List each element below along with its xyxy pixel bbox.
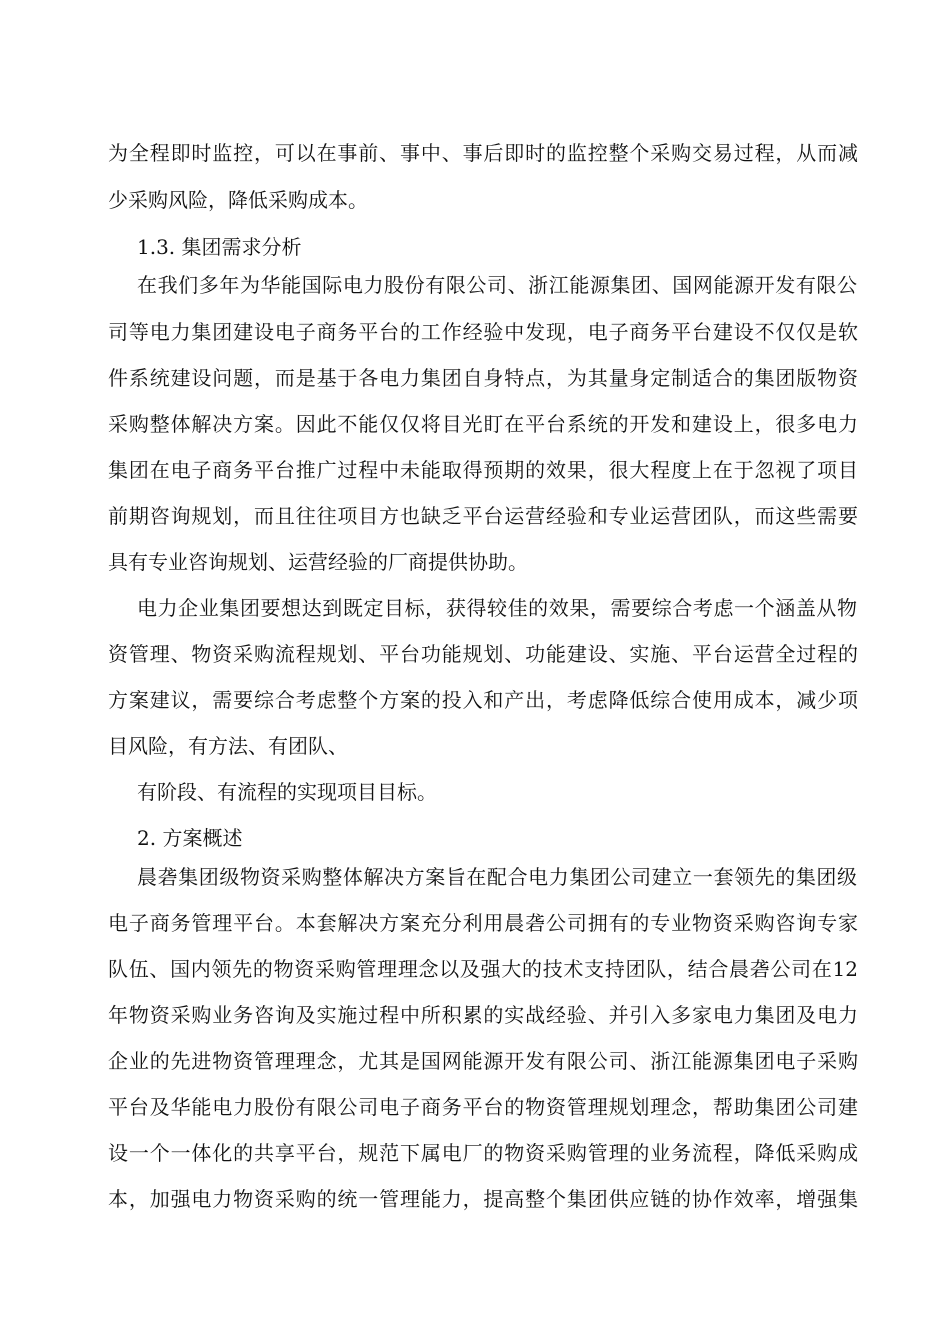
section-heading: 2. 方案概述 [137,826,243,850]
paragraph-line: 资管理、物资采购流程规划、平台功能规划、功能建设、实施、平台运营全过程的 [108,642,858,666]
paragraph-line: 目风险，有方法、有团队、 [108,734,348,758]
paragraph-line: 集团在电子商务平台推广过程中未能取得预期的效果，很大程度上在于忽视了项目 [108,458,858,482]
paragraph-line: 在我们多年为华能国际电力股份有限公司、浙江能源集团、国网能源开发有限公 [137,273,857,297]
paragraph-line: 件系统建设问题，而是基于各电力集团自身特点，为其量身定制适合的集团版物资 [108,366,858,390]
paragraph-line: 设一个一体化的共享平台，规范下属电厂的物资采购管理的业务流程，降低采购成 [108,1141,858,1165]
paragraph-line: 晨砻集团级物资采购整体解决方案旨在配合电力集团公司建立一套领先的集团级 [137,865,857,889]
paragraph-line: 本，加强电力物资采购的统一管理能力，提高整个集团供应链的协作效率，增强集 [108,1187,858,1211]
paragraph-line: 电子商务管理平台。本套解决方案充分利用晨砻公司拥有的专业物资采购咨询专家 [108,911,858,935]
paragraph-line: 队伍、国内领先的物资采购管理理念以及强大的技术支持团队，结合晨砻公司在12 [108,957,858,981]
paragraph-line: 方案建议，需要综合考虑整个方案的投入和产出，考虑降低综合使用成本，减少项 [108,688,858,712]
paragraph-line: 为全程即时监控，可以在事前、事中、事后即时的监控整个采购交易过程，从而减 [108,141,858,165]
paragraph-line: 电力企业集团要想达到既定目标，获得较佳的效果，需要综合考虑一个涵盖从物 [137,596,857,620]
paragraph-line: 少采购风险，降低采购成本。 [108,188,368,212]
paragraph-line: 具有专业咨询规划、运营经验的厂商提供协助。 [108,550,528,574]
paragraph-line: 企业的先进物资管理理念，尤其是国网能源开发有限公司、浙江能源集团电子采购 [108,1049,858,1073]
paragraph-line: 年物资采购业务咨询及实施过程中所积累的实战经验、并引入多家电力集团及电力 [108,1003,858,1027]
paragraph-line: 前期咨询规划，而且往往项目方也缺乏平台运营经验和专业运营团队，而这些需要 [108,504,858,528]
paragraph-line: 平台及华能电力股份有限公司电子商务平台的物资管理规划理念，帮助集团公司建 [108,1095,858,1119]
paragraph-line: 有阶段、有流程的实现项目目标。 [137,780,437,804]
paragraph-line: 采购整体解决方案。因此不能仅仅将目光盯在平台系统的开发和建设上，很多电力 [108,412,858,436]
paragraph-line: 司等电力集团建设电子商务平台的工作经验中发现，电子商务平台建设不仅仅是软 [108,320,858,344]
section-heading: 1.3. 集团需求分析 [137,235,302,259]
